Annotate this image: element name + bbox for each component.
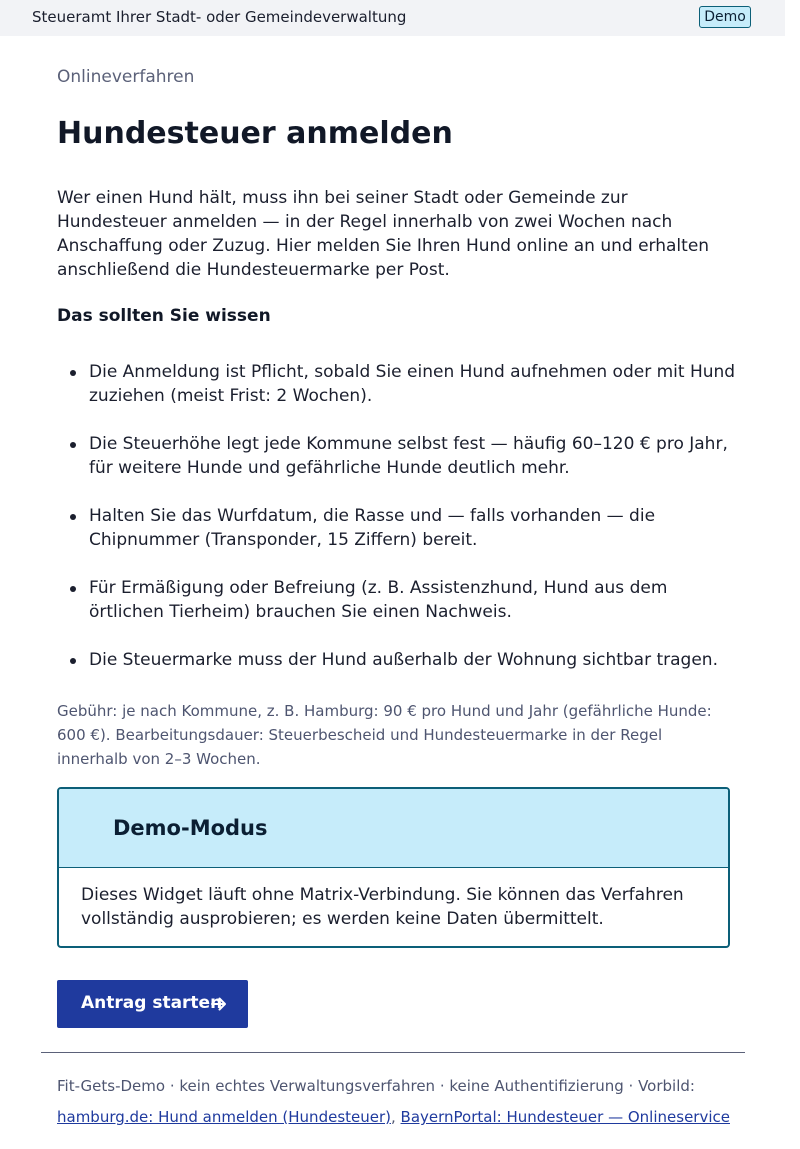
start-application-button[interactable] [57,980,248,1028]
callout-body: Dieses Widget läuft ohne Matrix-Verbindung. Sie können das Verfahren vollständig ausprobieren; es werden keine Daten übermittelt. [81,885,684,929]
arrow-right-icon [210,995,228,1013]
list-item-text: Die Steuerhöhe legt jede Kommune selbst fest — häufig 60–120 € pro Jahr, für weitere Hunde und gefährliche Hunde deutlich mehr. [89,434,728,478]
start-button-label: Antrag starten [81,993,223,1013]
top-bar [0,0,785,36]
footer-links [57,1108,730,1126]
intro-text: Wer einen Hund hält, muss ihn bei seiner Stadt oder Gemeinde zur Hundesteuer anmelden — in der Regel innerhalb von zwei Wochen nach Anschaffung oder Zuzug. Hier melden Sie Ihren Hund online an und erhalten anschließend die Hundesteuermarke per Post. [57,188,710,280]
link-separator: , [391,1108,401,1126]
callout-header [59,789,728,868]
authority-name: Steueramt Ihrer Stadt- oder Gemeindeverwaltung [32,8,407,26]
list-item [57,432,737,480]
list-item-text: Für Ermäßigung oder Befreiung (z. B. Assistenzhund, Hund aus dem örtlichen Tierheim) brauchen Sie einen Nachweis. [89,578,668,622]
demo-badge: Demo [699,6,751,28]
list-item [57,576,737,624]
list-item [57,504,737,552]
callout-title: Demo-Modus [113,816,268,840]
bullet-icon [70,442,76,448]
bullet-icon [70,586,76,592]
facts-list [57,360,737,696]
footer-note: Fit-Gets-Demo · kein echtes Verwaltungsverfahren · keine Authentifizierung · Vorbild: [57,1077,695,1095]
list-item-text: Die Steuermarke muss der Hund außerhalb der Wohnung sichtbar tragen. [89,650,718,670]
eyebrow: Onlineverfahren [57,67,195,87]
page-title: Hundesteuer anmelden [57,116,453,151]
bullet-icon [70,370,76,376]
bullet-icon [70,658,76,664]
list-item-text: Die Anmeldung ist Pflicht, sobald Sie einen Hund aufnehmen oder mit Hund zuziehen (meist Frist: 2 Wochen). [89,362,736,406]
demo-mode-callout [57,787,730,948]
fee-note: Gebühr: je nach Kommune, z. B. Hamburg: 90 € pro Hund und Jahr (gefährliche Hunde: 600 €). Bearbeitungsdauer: Steuerbescheid und Hundesteuermarke in der Regel innerhalb von 2–3 Wochen. [57,702,712,768]
list-item [57,648,737,672]
list-item-text: Halten Sie das Wurfdatum, die Rasse und — falls vorhanden — die Chipnummer (Transponder, 15 Ziffern) bereit. [89,506,656,550]
facts-heading: Das sollten Sie wissen [57,306,271,326]
list-item [57,360,737,408]
hamburg-link[interactable]: hamburg.de: Hund anmelden (Hundesteuer) [57,1108,391,1126]
bayernportal-link[interactable]: BayernPortal: Hundesteuer — Onlineservice [400,1108,730,1126]
bullet-icon [70,514,76,520]
footer-divider [41,1052,745,1053]
